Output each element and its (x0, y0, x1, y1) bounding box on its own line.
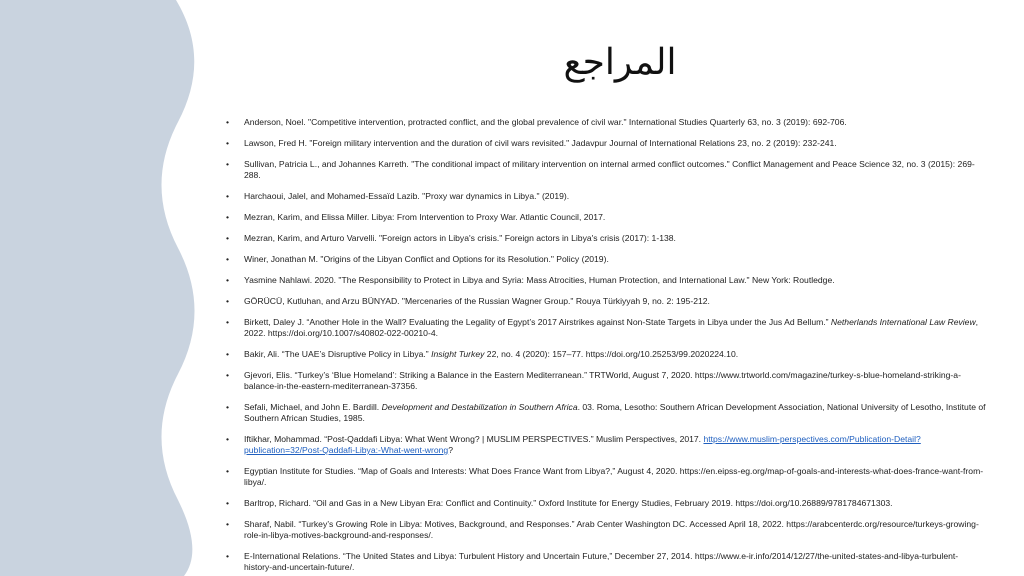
bullet: • (226, 317, 230, 327)
reference-text: Harchaoui, Jalel, and Mohamed-Essaïd Lazib. "Proxy war dynamics in Libya." (2019). (244, 191, 570, 201)
reference-text-tail: 22, no. 4 (2020): 157–77. https://doi.org/10.25253/99.2020224.10. (484, 349, 739, 359)
bullet: • (226, 191, 230, 201)
bullet: • (226, 349, 230, 359)
reference-item (226, 296, 986, 307)
reference-item (226, 212, 986, 223)
bullet: • (226, 275, 230, 285)
reference-text: E-International Relations. “The United States and Libya: Turbulent History and Uncertain Future,” December 27, 2014. https://www.e-ir.info/2014/12/27/the-united-states-and-libya-turbulent-history-and-uncertain-future/. (244, 551, 959, 572)
reference-text: Mezran, Karim, and Elissa Miller. Libya: From Intervention to Proxy War. Atlantic Council, 2017. (244, 212, 606, 222)
bullet: • (226, 138, 230, 148)
reference-item (226, 254, 986, 265)
reference-text: Sefali, Michael, and John E. Bardill. (244, 402, 382, 412)
reference-text-tail: , 2022. https://doi.org/10.1007/s40802-022-00210-4. (244, 317, 979, 338)
reference-item (226, 434, 986, 456)
reference-text: Lawson, Fred H. "Foreign military intervention and the duration of civil wars revisited." Jadavpur Journal of International Relations 23, no. 2 (2019): 232-241. (244, 138, 837, 148)
bullet: • (226, 254, 230, 264)
reference-item (226, 233, 986, 244)
bullet: • (226, 370, 230, 380)
reference-text: GÖRÜCÜ, Kutluhan, and Arzu BÜNYAD. "Mercenaries of the Russian Wagner Group." Rouya Türkiyyah 9, no. 2: 195-212. (244, 296, 710, 306)
reference-title-italic: Netherlands International Law Review (830, 317, 976, 327)
reference-text: Egyptian Institute for Studies. “Map of Goals and Interests: What Does France Want from Libya?,” August 4, 2020. https://en.eipss-eg.org/map-of-goals-and-interests-what-does-france-want-from-libya/. (244, 466, 984, 487)
bullet: • (226, 212, 230, 222)
reference-item (226, 498, 986, 509)
reference-text-tail: ? (448, 445, 453, 455)
reference-link[interactable]: https://www.muslim-perspectives.com/Publication-Detail?publication=32/Post-Qaddafi-Libya:-What-went-wrong (244, 434, 921, 455)
reference-text: Gjevori, Elis. “Turkey’s ‘Blue Homeland’: Striking a Balance in the Eastern Mediterranean.” TRTWorld, August 7, 2020. https://www.trtworld.com/magazine/turkey-s-blue-homeland-striking-a-balance-in-the-eastern-mediterranean-37356. (244, 370, 961, 391)
reference-text: Yasmine Nahlawi. 2020. "The Responsibility to Protect in Libya and Syria: Mass Atrocities, Human Protection, and International Law." New York: Routledge. (244, 275, 835, 285)
reference-text: Sharaf, Nabil. “Turkey’s Growing Role in Libya: Motives, Background, and Responses.” Arab Center Washington DC. Accessed April 18, 2022. https://arabcenterdc.org/resource/turkeys-growing-role-in-libya-motives-background-and-responses/. (244, 519, 979, 540)
reference-item (226, 466, 986, 488)
bullet: • (226, 159, 230, 169)
reference-text: Anderson, Noel. "Competitive intervention, protracted conflict, and the global prevalence of civil war." International Studies Quarterly 63, no. 3 (2019): 692-706. (244, 117, 847, 127)
wavy-side-panel (0, 0, 200, 576)
reference-item (226, 349, 986, 360)
reference-item (226, 551, 986, 573)
bullet: • (226, 117, 230, 127)
bullet: • (226, 551, 230, 561)
reference-item (226, 275, 986, 286)
bullet: • (226, 402, 230, 412)
reference-text: Barltrop, Richard. “Oil and Gas in a New Libyan Era: Conflict and Continuity.” Oxford Institute for Energy Studies, February 2019. https://doi.org/10.26889/9781784671303. (244, 498, 893, 508)
bullet: • (226, 434, 230, 444)
reference-item (226, 117, 986, 128)
reference-text: Birkett, Daley J. “Another Hole in the Wall? Evaluating the Legality of Egypt’s 2017 Airstrikes against Non-State Targets in Libya under the Jus Ad Bellum.” (244, 317, 831, 327)
references-list (226, 117, 986, 576)
reference-item (226, 159, 986, 181)
slide-title: المراجع (563, 42, 677, 83)
bullet: • (226, 466, 230, 476)
reference-title-italic: Insight Turkey (431, 349, 485, 359)
reference-item (226, 519, 986, 541)
reference-item (226, 317, 986, 339)
bullet: • (226, 519, 230, 529)
reference-text: Bakir, Ali. “The UAE’s Disruptive Policy in Libya.” (244, 349, 432, 359)
reference-text: Iftikhar, Mohammad. “Post-Qaddafi Libya: What Went Wrong? | MUSLIM PERSPECTIVES.” Muslim Perspectives, 2017. (244, 434, 704, 444)
bullet: • (226, 233, 230, 243)
reference-item (226, 191, 986, 202)
bullet: • (226, 296, 230, 306)
reference-item (226, 370, 986, 392)
reference-text: Mezran, Karim, and Arturo Varvelli. "Foreign actors in Libya's crisis." Foreign actors in Libya's crisis (2017): 1-138. (244, 233, 676, 243)
bullet: • (226, 498, 230, 508)
reference-item (226, 402, 986, 424)
reference-item (226, 138, 986, 149)
reference-text: Winer, Jonathan M. "Origins of the Libyan Conflict and Options for its Resolution." Policy (2019). (244, 254, 609, 264)
reference-text-tail: . 03. Roma, Lesotho: Southern African Development Association, National University of Lesotho, Institute of Southern African Studies, 1985. (244, 402, 986, 423)
reference-title-italic: Development and Destabilization in Southern Africa (381, 402, 578, 412)
reference-text: Sullivan, Patricia L., and Johannes Karreth. "The conditional impact of military intervention on internal armed conflict outcomes." Conflict Management and Peace Science 32, no. 3 (2015): 269-288. (244, 159, 975, 180)
wavy-edge-shape (0, 0, 195, 576)
